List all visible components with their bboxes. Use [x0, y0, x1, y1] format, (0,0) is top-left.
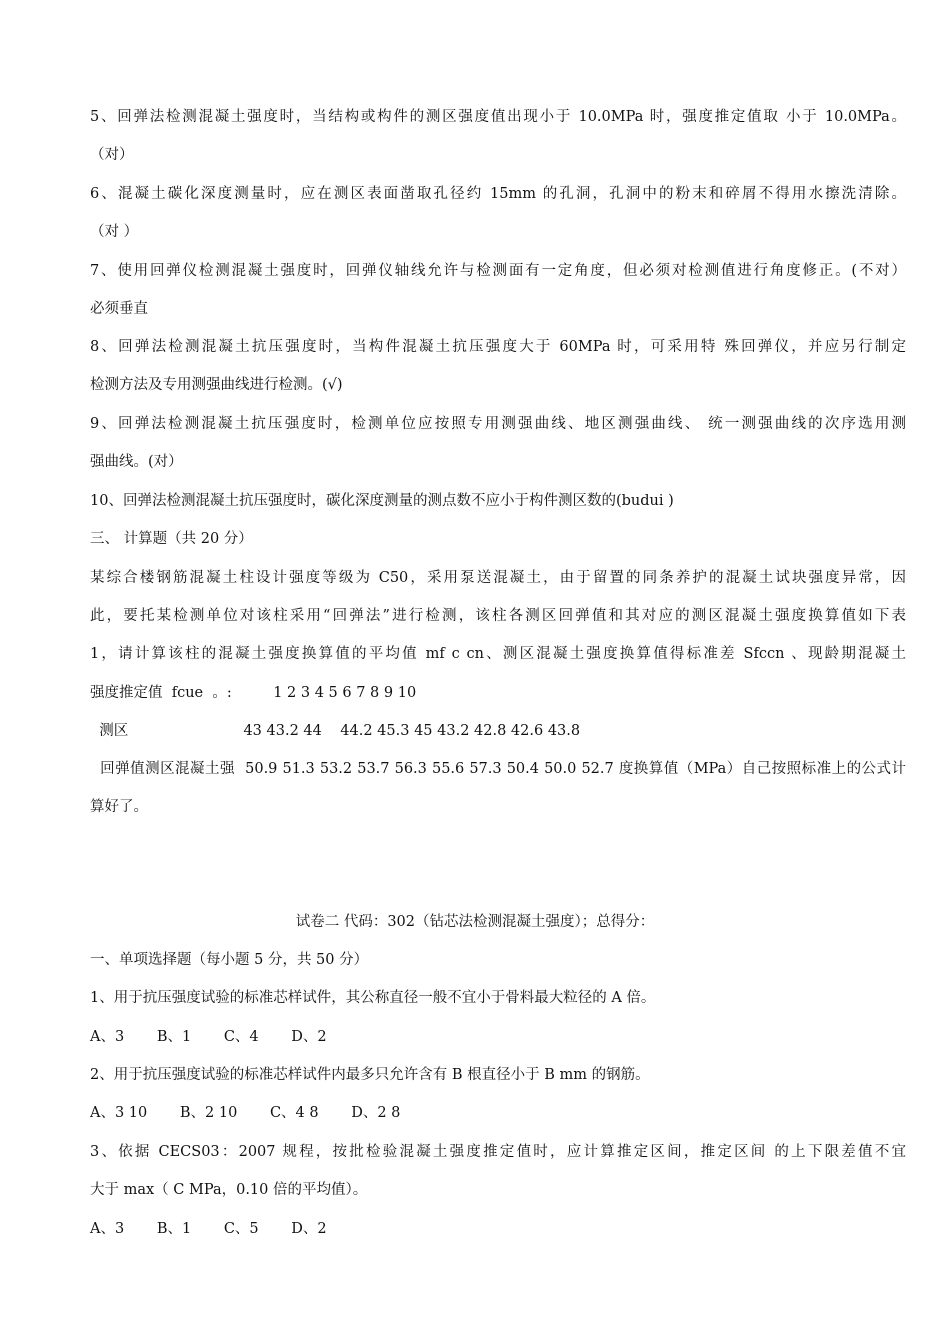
paper2-q1-options	[90, 1027, 355, 1047]
q3-option-c: C、5	[223, 1221, 259, 1237]
calc-paragraph-line-5: 测区 43 43.2 44 44.2 45.3 45 43.2 42.8 42.6 43.8	[90, 723, 581, 739]
q10-line: 10、回弹法检测混凝土抗压强度时，碳化深度测量的测点数不应小于构件测区数的(budui )	[90, 493, 674, 509]
q2-option-c: C、4 8	[269, 1105, 319, 1121]
paper2-section1-heading: 一、单项选择题（每小题 5 分，共 50 分）	[90, 952, 369, 968]
q3-option-b: B、1	[156, 1221, 192, 1237]
calc-paragraph-line-4: 强度推定值 fcue 。: 1 2 3 4 5 6 7 8 9 10	[90, 685, 417, 701]
q1-option-a: A、3	[90, 1029, 125, 1045]
q3-option-d: D、2	[291, 1221, 327, 1237]
q5-line-1: 5、回弹法检测混凝土强度时，当结构或构件的测区强度值出现小于 10.0MPa 时，强度推定值取 小于 10.0MPa。	[90, 109, 906, 125]
q7-line-2: 必须垂直	[90, 301, 148, 317]
q3-option-a: A、3	[90, 1221, 125, 1237]
q2-option-a: A、3 10	[90, 1105, 148, 1121]
paper2-title: 试卷二 代码：302（钻芯法检测混凝土强度）；总得分：	[295, 914, 655, 930]
q9-line-1: 9、回弹法检测混凝土抗压强度时，检测单位应按照专用测强曲线、地区测强曲线、 统一测强曲线的次序选用测	[90, 416, 906, 432]
q8-line-1: 8、回弹法检测混凝土抗压强度时，当构件混凝土抗压强度大于 60MPa 时，可采用特 殊回弹仪，并应另行制定	[90, 339, 906, 355]
calc-paragraph-line-1: 某综合楼钢筋混凝土柱设计强度等级为 C50，采用泵送混凝土，由于留置的同条养护的混凝土试块强度异常，因	[90, 570, 906, 586]
paper2-q2: 2、用于抗压强度试验的标准芯样试件内最多只允许含有 B 根直径小于 B mm 的钢筋。	[90, 1067, 650, 1083]
q1-option-d: D、2	[291, 1029, 327, 1045]
q1-option-b: B、1	[156, 1029, 192, 1045]
q5-line-2: （对）	[90, 147, 134, 163]
q2-option-b: B、2 10	[179, 1105, 238, 1121]
q2-option-d: D、2 8	[351, 1105, 401, 1121]
q6-line-1: 6、混凝土碳化深度测量时，应在测区表面凿取孔径约 15mm 的孔洞，孔洞中的粉末和碎屑不得用水擦洗清除。	[90, 186, 906, 202]
q9-line-2: 强曲线。(对）	[90, 454, 183, 470]
calc-paragraph-line-2: 此，要托某检测单位对该柱采用“回弹法”进行检测，该柱各测区回弹值和其对应的测区混凝土强度换算值如下表	[90, 608, 906, 624]
calc-paragraph-line-6: 回弹值测区混凝土强 50.9 51.3 53.2 53.7 56.3 55.6 57.3 50.4 50.0 52.7 度换算值（MPa）自己按照标准上的公式计	[90, 761, 906, 777]
section3-heading: 三、 计算题（共 20 分）	[90, 531, 253, 547]
q8-line-2: 检测方法及专用测强曲线进行检测。(√)	[90, 377, 343, 393]
paper2-q3-options	[90, 1219, 355, 1239]
paper2-q3-line-1: 3、依据 CECS03：2007 规程，按批检验混凝土强度推定值时，应计算推定区间，推定区间 的上下限差值不宜	[90, 1144, 906, 1160]
q7-line-1: 7、使用回弹仪检测混凝土强度时，回弹仪轴线允许与检测面有一定角度，但必须对检测值进行角度修正。(不对）	[90, 263, 906, 279]
paper2-q3-line-2: 大于 max（ C MPa，0.10 倍的平均值）。	[90, 1182, 368, 1198]
calc-paragraph-line-3: 1，请计算该柱的混凝土强度换算值的平均值 mf c cn、测区混凝土强度换算值得标准差 Sfccn 、现龄期混凝土	[90, 646, 906, 662]
q1-option-c: C、4	[223, 1029, 259, 1045]
paper2-q1: 1、用于抗压强度试验的标准芯样试件，其公称直径一般不宜小于骨料最大粒径的 A 倍。	[90, 990, 656, 1006]
paper2-q2-options	[90, 1103, 428, 1123]
calc-paragraph-line-7: 算好了。	[90, 799, 148, 815]
q6-line-2: （对 ）	[90, 224, 139, 240]
